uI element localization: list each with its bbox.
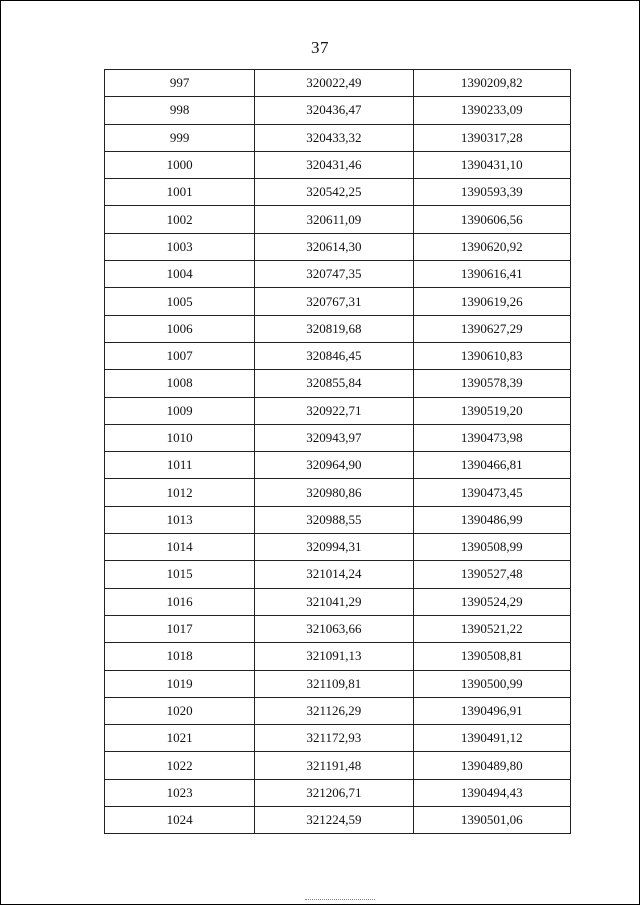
y-coordinate-cell: 1390610,83 [413,342,570,369]
x-coordinate-cell: 320988,55 [255,506,413,533]
table-row [105,315,571,342]
point-number-cell: 1014 [105,534,255,561]
x-coordinate-cell: 321014,24 [255,561,413,588]
x-coordinate-cell: 320943,97 [255,424,413,451]
point-number-cell: 1003 [105,233,255,260]
y-coordinate-cell: 1390431,10 [413,151,570,178]
y-coordinate-cell: 1390473,45 [413,479,570,506]
point-number-cell: 1020 [105,697,255,724]
point-number-cell: 1023 [105,779,255,806]
point-number-cell: 1015 [105,561,255,588]
table-row [105,752,571,779]
x-coordinate-cell: 320994,31 [255,534,413,561]
point-number-cell: 1002 [105,206,255,233]
table-row [105,561,571,588]
point-number-cell: 1021 [105,725,255,752]
point-number-cell: 1019 [105,670,255,697]
table-row [105,479,571,506]
table-row [105,151,571,178]
point-number-cell: 1016 [105,588,255,615]
x-coordinate-cell: 320922,71 [255,397,413,424]
point-number-cell: 1006 [105,315,255,342]
table-row [105,261,571,288]
table-row [105,424,571,451]
x-coordinate-cell: 321041,29 [255,588,413,615]
table-row [105,179,571,206]
table-row [105,725,571,752]
y-coordinate-cell: 1390466,81 [413,452,570,479]
x-coordinate-cell: 320846,45 [255,342,413,369]
y-coordinate-cell: 1390619,26 [413,288,570,315]
x-coordinate-cell: 321191,48 [255,752,413,779]
y-coordinate-cell: 1390233,09 [413,97,570,124]
y-coordinate-cell: 1390627,29 [413,315,570,342]
point-number-cell: 998 [105,97,255,124]
point-number-cell: 1012 [105,479,255,506]
point-number-cell: 1000 [105,151,255,178]
x-coordinate-cell: 320022,49 [255,70,413,97]
y-coordinate-cell: 1390491,12 [413,725,570,752]
table-row [105,97,571,124]
y-coordinate-cell: 1390519,20 [413,397,570,424]
x-coordinate-cell: 320433,32 [255,124,413,151]
table-row [105,452,571,479]
x-coordinate-cell: 320747,35 [255,261,413,288]
x-coordinate-cell: 320614,30 [255,233,413,260]
x-coordinate-cell: 321109,81 [255,670,413,697]
y-coordinate-cell: 1390501,06 [413,807,570,834]
x-coordinate-cell: 321126,29 [255,697,413,724]
x-coordinate-cell: 320611,09 [255,206,413,233]
y-coordinate-cell: 1390489,80 [413,752,570,779]
table-row [105,643,571,670]
page-number: 37 [311,38,329,57]
x-coordinate-cell: 321224,59 [255,807,413,834]
x-coordinate-cell: 321206,71 [255,779,413,806]
y-coordinate-cell: 1390521,22 [413,615,570,642]
y-coordinate-cell: 1390317,28 [413,124,570,151]
table-row [105,124,571,151]
point-number-cell: 1022 [105,752,255,779]
table-row [105,206,571,233]
point-number-cell: 1001 [105,179,255,206]
x-coordinate-cell: 320431,46 [255,151,413,178]
x-coordinate-cell: 320436,47 [255,97,413,124]
x-coordinate-cell: 320980,86 [255,479,413,506]
point-number-cell: 1010 [105,424,255,451]
x-coordinate-cell: 320819,68 [255,315,413,342]
table-row [105,233,571,260]
x-coordinate-cell: 320855,84 [255,370,413,397]
point-number-cell: 999 [105,124,255,151]
point-number-cell: 1008 [105,370,255,397]
table-row [105,534,571,561]
y-coordinate-cell: 1390527,48 [413,561,570,588]
table-row [105,588,571,615]
table-row [105,288,571,315]
y-coordinate-cell: 1390606,56 [413,206,570,233]
table-row [105,506,571,533]
x-coordinate-cell: 321063,66 [255,615,413,642]
x-coordinate-cell: 320964,90 [255,452,413,479]
table-row [105,779,571,806]
point-number-cell: 1005 [105,288,255,315]
y-coordinate-cell: 1390578,39 [413,370,570,397]
y-coordinate-cell: 1390500,99 [413,670,570,697]
coordinates-table [104,69,571,834]
y-coordinate-cell: 1390494,43 [413,779,570,806]
x-coordinate-cell: 320767,31 [255,288,413,315]
x-coordinate-cell: 321091,13 [255,643,413,670]
table-row [105,807,571,834]
x-coordinate-cell: 321172,93 [255,725,413,752]
table-row [105,670,571,697]
y-coordinate-cell: 1390524,29 [413,588,570,615]
table-row [105,342,571,369]
coordinates-table-body [105,70,571,834]
y-coordinate-cell: 1390473,98 [413,424,570,451]
point-number-cell: 1013 [105,506,255,533]
y-coordinate-cell: 1390620,92 [413,233,570,260]
table-row [105,697,571,724]
table-row [105,397,571,424]
point-number-cell: 1017 [105,615,255,642]
y-coordinate-cell: 1390486,99 [413,506,570,533]
table-row [105,615,571,642]
scan-artifact-line [305,899,375,901]
table-row [105,70,571,97]
x-coordinate-cell: 320542,25 [255,179,413,206]
y-coordinate-cell: 1390209,82 [413,70,570,97]
y-coordinate-cell: 1390593,39 [413,179,570,206]
point-number-cell: 1011 [105,452,255,479]
y-coordinate-cell: 1390616,41 [413,261,570,288]
y-coordinate-cell: 1390496,91 [413,697,570,724]
y-coordinate-cell: 1390508,81 [413,643,570,670]
table-row [105,370,571,397]
point-number-cell: 1018 [105,643,255,670]
point-number-cell: 997 [105,70,255,97]
point-number-cell: 1024 [105,807,255,834]
point-number-cell: 1004 [105,261,255,288]
point-number-cell: 1009 [105,397,255,424]
point-number-cell: 1007 [105,342,255,369]
y-coordinate-cell: 1390508,99 [413,534,570,561]
